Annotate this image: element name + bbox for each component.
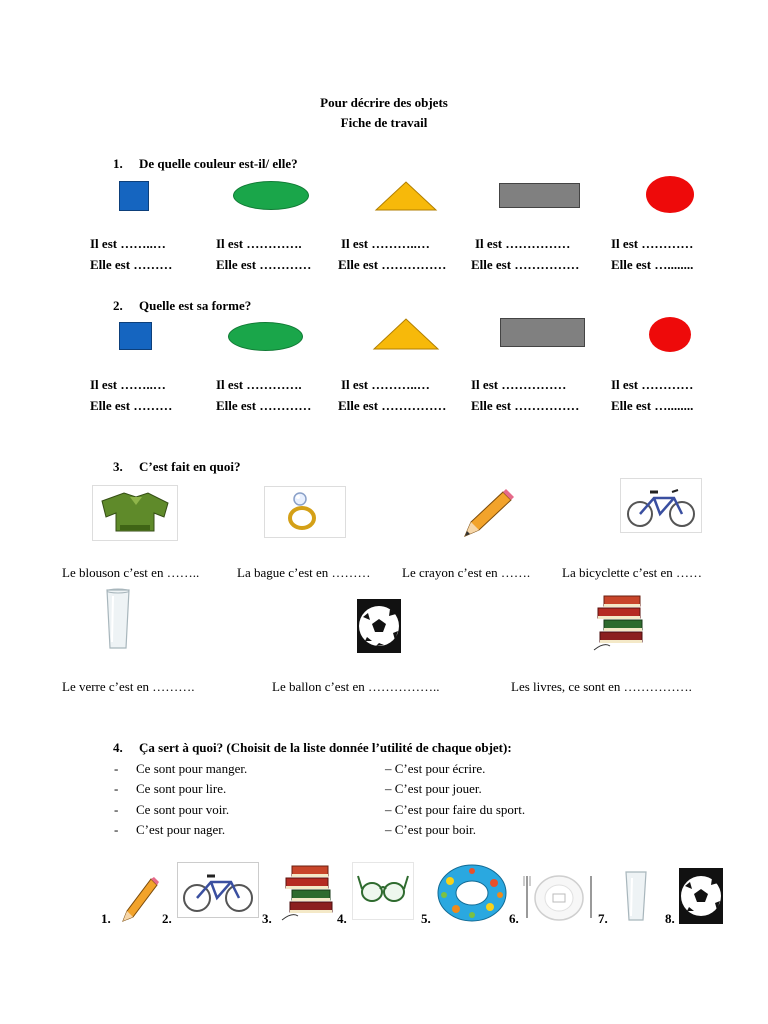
page-subtitle: Fiche de travail: [340, 115, 428, 130]
use-left-2: Ce sont pour lire.: [136, 781, 227, 796]
plate-icon: [519, 872, 597, 922]
use-right-3: – C’est pour faire du sport.: [385, 802, 526, 817]
question-3: [113, 459, 240, 475]
q2-elle-2: Elle est …………: [216, 398, 312, 413]
question-1: [113, 156, 298, 172]
glass-icon: [103, 588, 133, 652]
q3-item-6: Le ballon c’est en ……………..: [272, 679, 440, 694]
question-number: 3.: [113, 459, 123, 474]
item-number-5: 5.: [421, 911, 431, 926]
green-ellipse: [233, 181, 309, 210]
red-circle: [649, 317, 691, 352]
question-number: 2.: [113, 298, 123, 313]
use-left-1: Ce sont pour manger.: [136, 761, 248, 776]
question-text: De quelle couleur est-il/ elle?: [139, 156, 298, 171]
q2-il-3: Il est ………..…: [341, 377, 430, 392]
glasses-icon: [352, 862, 414, 920]
q1-il-1: Il est ……..…: [90, 236, 166, 251]
use-right-4: – C’est pour boir.: [385, 822, 476, 837]
question-4: [113, 740, 512, 756]
q2-il-5: Il est …………: [611, 377, 694, 392]
item-number-7: 7.: [598, 911, 608, 926]
q3-item-7: Les livres, ce sont en …………….: [511, 679, 692, 694]
pencil-icon: [117, 875, 161, 925]
list-dash: -: [114, 802, 119, 817]
glass-icon: [622, 870, 650, 924]
item-number-1: 1.: [101, 911, 111, 926]
question-text: Ça sert à quoi? (Choisit de la liste donnée l’utilité de chaque objet):: [139, 740, 512, 755]
q1-il-3: Il est ………..…: [341, 236, 430, 251]
q1-elle-3: Elle est ……………: [338, 257, 447, 272]
yellow-triangle: [373, 180, 439, 212]
bicycle-icon: [620, 478, 702, 533]
q1-il-4: Il est ……………: [475, 236, 571, 251]
yellow-triangle: [371, 317, 441, 351]
q2-il-4: Il est ……………: [471, 377, 567, 392]
q2-elle-4: Elle est ……………: [471, 398, 580, 413]
item-number-3: 3.: [262, 911, 272, 926]
list-dash: -: [114, 781, 119, 796]
pencil-icon: [457, 488, 515, 540]
question-text: Quelle est sa forme?: [139, 298, 252, 313]
item-number-4: 4.: [337, 911, 347, 926]
gray-rectangle: [500, 318, 585, 347]
ring-icon: [264, 486, 346, 538]
jacket-icon: [92, 485, 178, 541]
swim-ring-icon: [436, 863, 508, 923]
question-2: [113, 298, 251, 314]
use-right-1: – C’est pour écrire.: [385, 761, 486, 776]
q2-il-1: Il est ……..…: [90, 377, 166, 392]
blue-square: [119, 181, 149, 211]
use-left-4: C’est pour nager.: [136, 822, 226, 837]
use-left-3: Ce sont pour voir.: [136, 802, 230, 817]
q3-item-5: Le verre c’est en ……….: [62, 679, 195, 694]
question-number: 4.: [113, 740, 123, 755]
books-icon: [590, 592, 648, 654]
q3-item-1: Le blouson c’est en ……..: [62, 565, 200, 580]
q1-elle-5: Elle est …........: [611, 257, 694, 272]
red-circle: [646, 176, 694, 213]
q3-item-2: La bague c’est en ………: [237, 565, 371, 580]
q1-elle-2: Elle est …………: [216, 257, 312, 272]
page-title: Pour décrire des objets: [320, 95, 448, 110]
soccer-ball-icon: [357, 599, 401, 653]
blue-square: [119, 322, 152, 350]
item-number-8: 8.: [665, 911, 675, 926]
item-number-6: 6.: [509, 911, 519, 926]
question-number: 1.: [113, 156, 123, 171]
use-right-2: – C’est pour jouer.: [385, 781, 482, 796]
gray-rectangle: [499, 183, 580, 208]
q1-il-5: Il est …………: [611, 236, 694, 251]
q1-elle-1: Elle est ………: [90, 257, 173, 272]
item-number-2: 2.: [162, 911, 172, 926]
books-icon: [280, 862, 336, 924]
green-ellipse: [228, 322, 303, 351]
q2-il-2: Il est ………….: [216, 377, 302, 392]
q3-item-4: La bicyclette c’est en ……: [562, 565, 703, 580]
q1-elle-4: Elle est ……………: [471, 257, 580, 272]
soccer-ball-icon: [679, 868, 723, 924]
bicycle-icon: [177, 862, 259, 918]
q3-item-3: Le crayon c’est en …….: [402, 565, 531, 580]
q2-elle-5: Elle est …........: [611, 398, 694, 413]
q2-elle-3: Elle est ……………: [338, 398, 447, 413]
list-dash: -: [114, 761, 119, 776]
q1-il-2: Il est ………….: [216, 236, 302, 251]
list-dash: -: [114, 822, 119, 837]
q2-elle-1: Elle est ………: [90, 398, 173, 413]
question-text: C’est fait en quoi?: [139, 459, 241, 474]
